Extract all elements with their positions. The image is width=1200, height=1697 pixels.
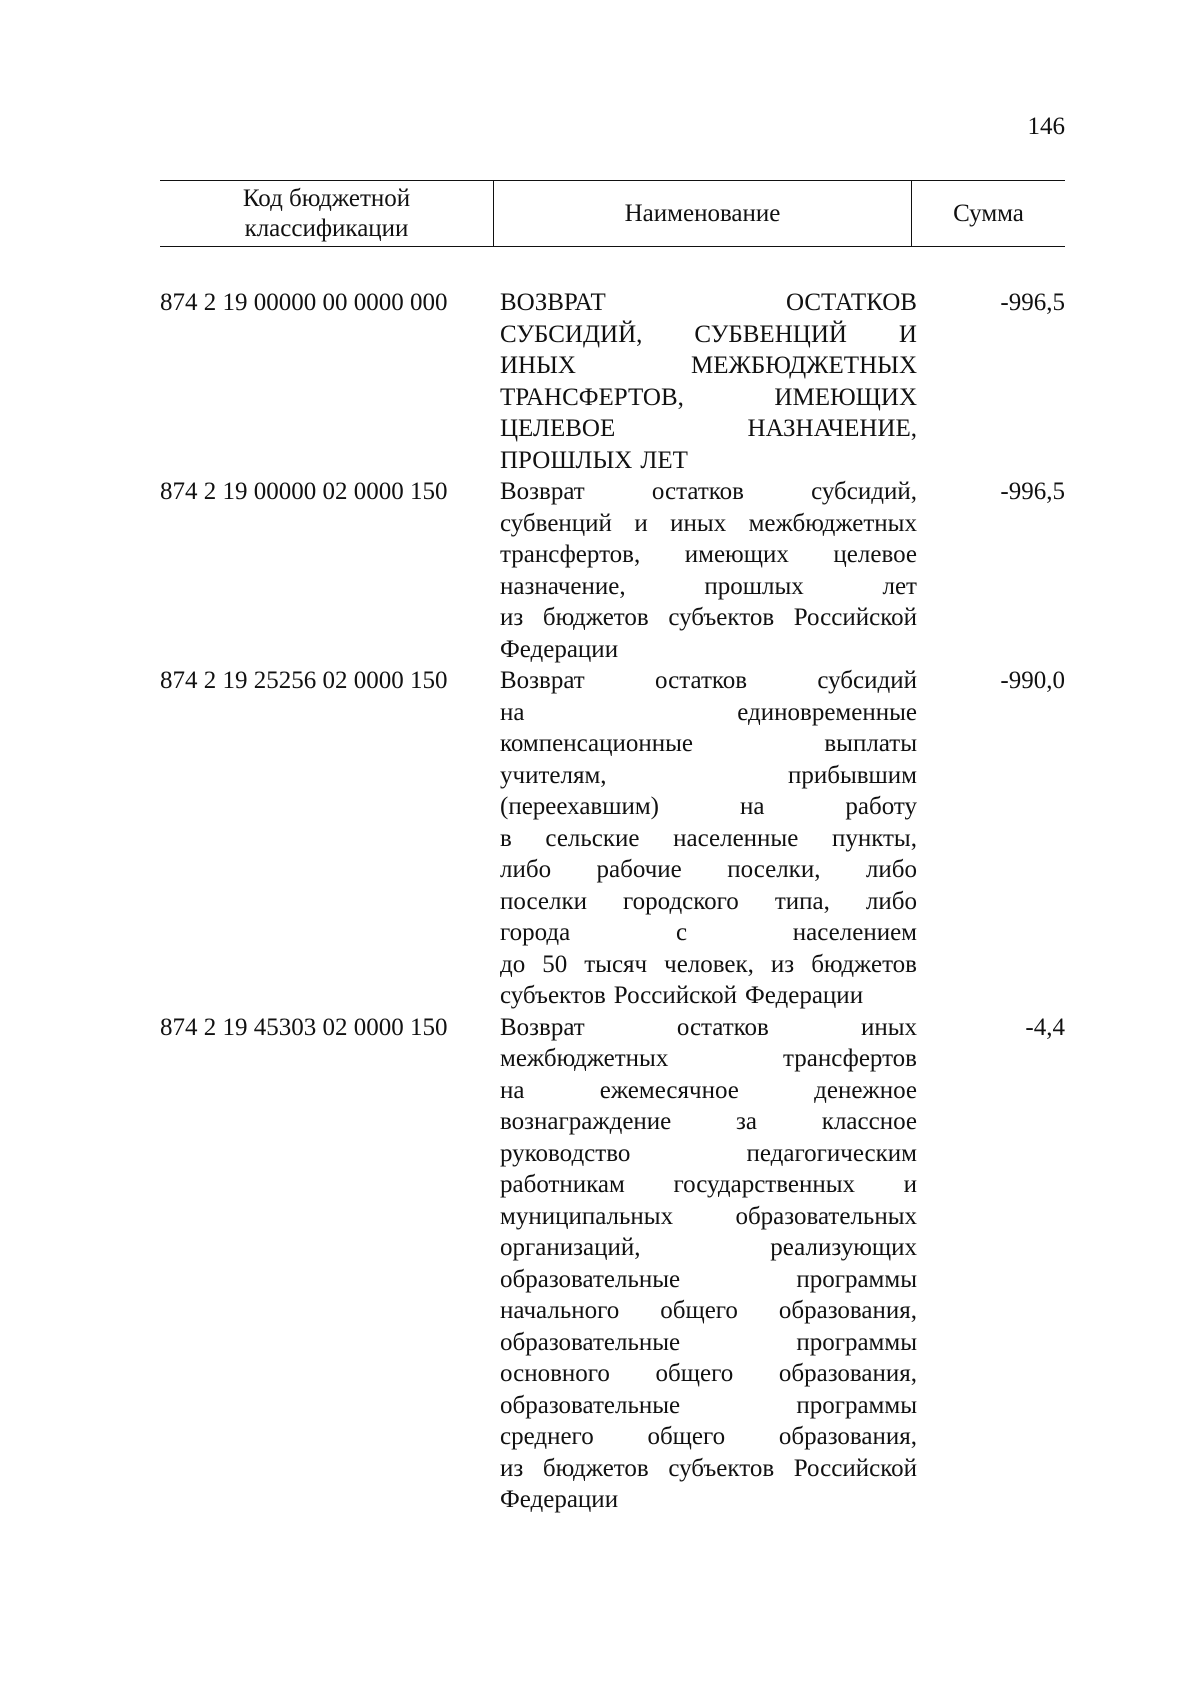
page-number: 146	[1027, 113, 1065, 140]
table-header	[160, 180, 1065, 247]
row-name-line: учителям, прибывшим	[500, 761, 917, 789]
table-row	[160, 665, 1065, 1012]
row-name-line: Возврат остатков иных	[500, 1013, 917, 1041]
row-name-line: работникам государственных и	[500, 1171, 917, 1198]
row-name-line: города с населением	[500, 919, 917, 946]
row-code: 874 2 19 25256 02 0000 150	[160, 667, 448, 694]
row-name-line: из бюджетов субъектов Российской	[500, 604, 917, 631]
row-name-line: образовательные программы	[500, 1391, 917, 1419]
row-name-line: образовательные программы	[500, 1328, 917, 1356]
row-name-line: образовательные программы	[500, 1265, 917, 1293]
row-name-line: руководство педагогическим	[500, 1139, 917, 1167]
row-name-line: либо рабочие поселки, либо	[500, 856, 917, 883]
row-name-line: основного общего образования,	[500, 1360, 917, 1387]
row-sum: -996,5	[1000, 289, 1065, 316]
row-name-line: организаций, реализующих	[500, 1234, 917, 1261]
table-row	[160, 287, 1065, 476]
row-code: 874 2 19 45303 02 0000 150	[160, 1013, 448, 1041]
header-code-line-1: Код бюджетной	[242, 184, 411, 212]
row-name-line: поселки городского типа, либо	[500, 887, 917, 915]
row-name-line: в сельские населенные пункты,	[500, 824, 917, 852]
row-name-line: муниципальных образовательных	[500, 1202, 917, 1230]
row-code: 874 2 19 00000 00 0000 000	[160, 289, 448, 316]
row-name-line: СУБСИДИЙ, СУБВЕНЦИЙ И	[500, 320, 917, 348]
row-name-line: на единовременные	[500, 698, 917, 726]
row-name-line: межбюджетных трансфертов	[500, 1045, 917, 1072]
header-sum: Сумма	[953, 199, 1024, 227]
row-name-line: ЦЕЛЕВОЕ НАЗНАЧЕНИЕ,	[500, 415, 917, 442]
row-name-line: ИНЫХ МЕЖБЮДЖЕТНЫХ	[500, 352, 917, 379]
row-name-line: Федерации	[500, 1486, 619, 1513]
row-sum: -996,5	[1000, 478, 1065, 505]
header-name: Наименование	[493, 181, 912, 246]
row-name-line: начального общего образования,	[500, 1297, 917, 1324]
row-name-line: трансфертов, имеющих целевое	[500, 541, 917, 568]
table-body	[160, 287, 1065, 1516]
row-name-line: ВОЗВРАТ ОСТАТКОВ	[500, 289, 917, 316]
row-name-line: субъектов Российской Федерации	[500, 982, 864, 1009]
row-name-line: ПРОШЛЫХ ЛЕТ	[500, 446, 688, 474]
header-code-line-2: классификации	[244, 214, 409, 242]
table-row	[160, 1012, 1065, 1516]
row-sum: -4,4	[1025, 1013, 1065, 1041]
row-name-line: до 50 тысяч человек, из бюджетов	[500, 950, 917, 978]
row-name-line: субвенций и иных межбюджетных	[500, 509, 917, 537]
row-name-line: из бюджетов субъектов Российской	[500, 1454, 917, 1482]
row-name-line: вознаграждение за классное	[500, 1108, 917, 1135]
row-name	[500, 665, 917, 1012]
row-name-line: Федерации	[500, 635, 619, 663]
row-sum: -990,0	[1000, 667, 1065, 694]
row-name-line: среднего общего образования,	[500, 1423, 917, 1450]
row-name-line: на ежемесячное денежное	[500, 1076, 917, 1104]
table-row	[160, 476, 1065, 665]
row-name	[500, 476, 917, 665]
row-name-line: (переехавшим) на работу	[500, 793, 917, 820]
row-name-line: компенсационные выплаты	[500, 730, 917, 757]
row-name-line: Возврат остатков субсидий	[500, 667, 917, 694]
row-name-line: ТРАНСФЕРТОВ, ИМЕЮЩИХ	[500, 383, 917, 411]
row-name	[500, 287, 917, 476]
header-code	[160, 181, 493, 246]
row-name-line: назначение, прошлых лет	[500, 572, 917, 600]
row-name-line: Возврат остатков субсидий,	[500, 478, 917, 505]
row-code: 874 2 19 00000 02 0000 150	[160, 478, 448, 505]
row-name	[500, 1012, 917, 1516]
